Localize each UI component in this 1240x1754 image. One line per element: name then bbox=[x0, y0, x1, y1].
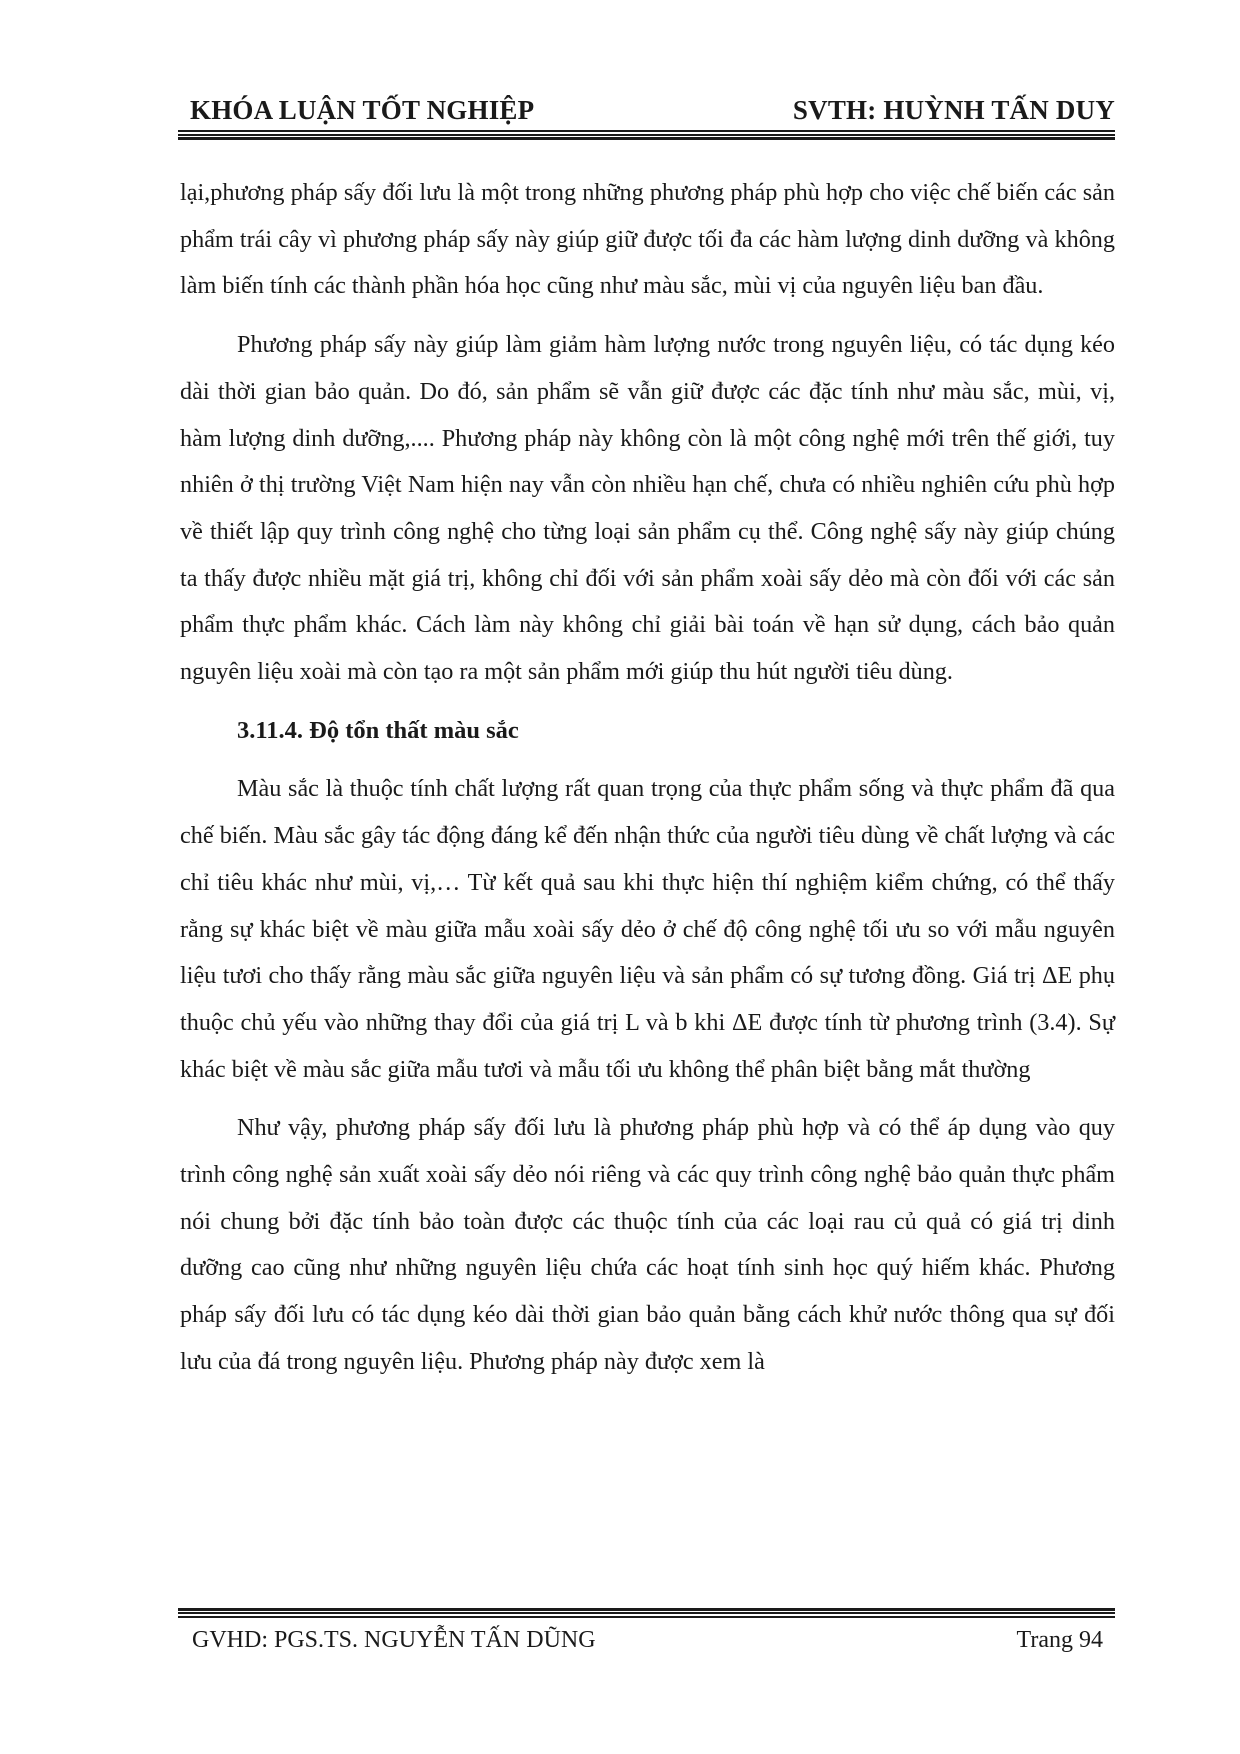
paragraph-continuation: lại,phương pháp sấy đối lưu là một trong những phương pháp phù hợp cho việc chế biến các sản phẩm trái cây vì phương pháp sấy này giúp giữ được tối đa các hàm lượng dinh dưỡng và không làm biến tính các thành phần hóa học cũng như màu sắc, mùi vị của nguyên liệu ban đầu. bbox=[180, 179, 1115, 300]
header-divider bbox=[178, 130, 1115, 136]
footer-supervisor: GVHD: PGS.TS. NGUYỄN TẤN DŨNG bbox=[192, 1627, 596, 1653]
footer-divider bbox=[178, 1612, 1115, 1618]
section-heading: 3.11.4. Độ tổn thất màu sắc bbox=[237, 716, 519, 744]
page-header bbox=[178, 92, 1115, 128]
page-number: Trang 94 bbox=[1016, 1627, 1103, 1653]
header-title: KHÓA LUẬN TỐT NGHIỆP bbox=[190, 95, 535, 125]
header-author: SVTH: HUỲNH TẤN DUY bbox=[792, 95, 1115, 125]
paragraph-conclusion: Như vậy, phương pháp sấy đối lưu là phương pháp phù hợp và có thể áp dụng vào quy trình công nghệ sản xuất xoài sấy dẻo nói riêng và các quy trình công nghệ bảo quản thực phẩm nói chung bởi đặc tính bảo toàn được các thuộc tính của các loại rau củ quả có giá trị dinh dưỡng cao cũng như những nguyên liệu chứa các hoạt tính sinh học quý hiếm khác. Phương pháp sấy đối lưu có tác dụng kéo dài thời gian bảo quản bằng cách khử nước thông qua sự đối lưu của đá trong nguyên liệu. Phương pháp này được xem là bbox=[180, 1114, 1115, 1375]
header-divider-thick bbox=[178, 137, 1115, 140]
paragraph-color-loss: Màu sắc là thuộc tính chất lượng rất quan trọng của thực phẩm sống và thực phẩm đã qua chế biến. Màu sắc gây tác động đáng kể đến nhận thức của người tiêu dùng về chất lượng và các chỉ tiêu khác như mùi, vị,… Từ kết quả sau khi thực hiện thí nghiệm kiểm chứng, có thể thấy rằng sự khác biệt về màu giữa mẫu xoài sấy dẻo ở chế độ công nghệ tối ưu so với mẫu nguyên liệu tươi cho thấy rằng màu sắc giữa nguyên liệu và sản phẩm có sự tương đồng. Giá trị ΔE phụ thuộc chủ yếu vào những thay đổi của giá trị L và b khi ΔE được tính từ phương trình (3.4). Sự khác biệt về màu sắc giữa mẫu tươi và mẫu tối ưu không thể phân biệt bằng mắt thường bbox=[180, 775, 1115, 1083]
page-body bbox=[180, 170, 1115, 1386]
page-footer bbox=[178, 1622, 1115, 1658]
footer-divider-thick bbox=[178, 1608, 1115, 1611]
paragraph-drying-method: Phương pháp sấy này giúp làm giảm hàm lượng nước trong nguyên liệu, có tác dụng kéo dài thời gian bảo quản. Do đó, sản phẩm sẽ vẫn giữ được các đặc tính như màu sắc, mùi, vị, hàm lượng dinh dưỡng,.... Phương pháp này không còn là một công nghệ mới trên thế giới, tuy nhiên ở thị trường Việt Nam hiện nay vẫn còn nhiều hạn chế, chưa có nhiều nghiên cứu phù hợp về thiết lập quy trình công nghệ cho từng loại sản phẩm cụ thể. Công nghệ sấy này giúp chúng ta thấy được nhiều mặt giá trị, không chỉ đối với sản phẩm xoài sấy dẻo mà còn đối với các sản phẩm thực phẩm khác. Cách làm này không chỉ giải bài toán về hạn sử dụng, cách bảo quản nguyên liệu xoài mà còn tạo ra một sản phẩm mới giúp thu hút người tiêu dùng. bbox=[180, 331, 1115, 686]
